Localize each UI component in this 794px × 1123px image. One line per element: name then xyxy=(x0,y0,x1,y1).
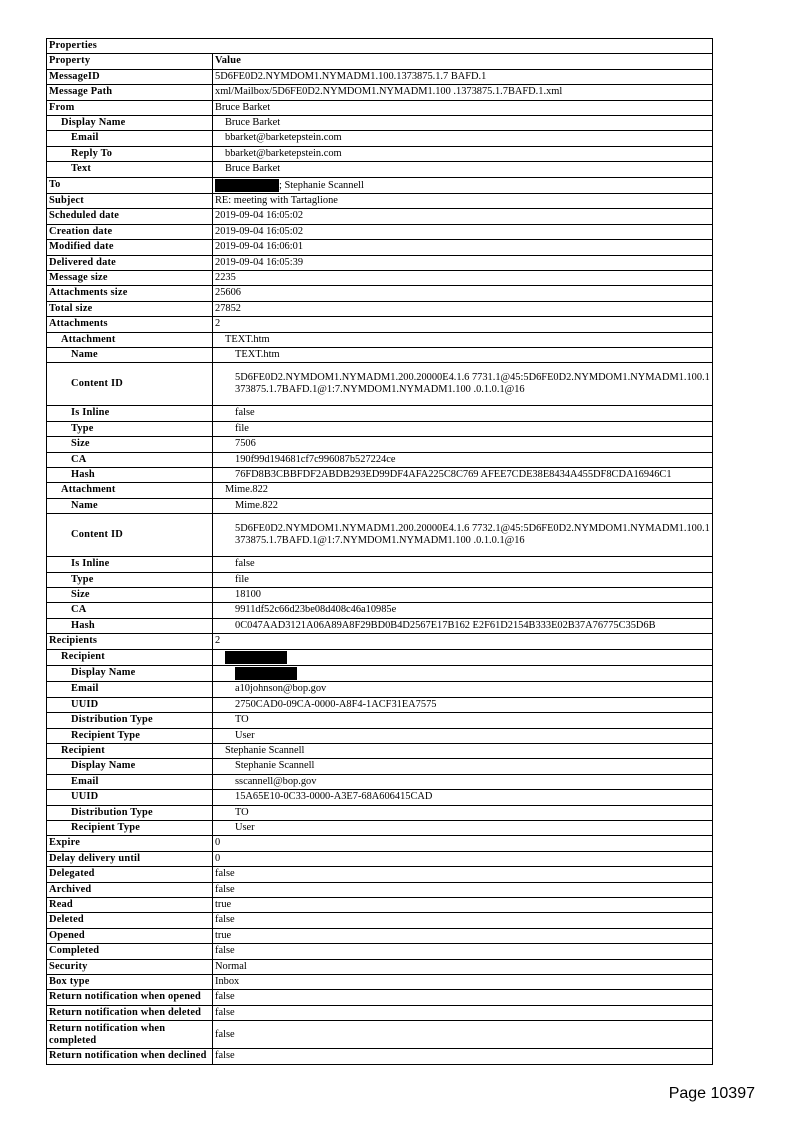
table-row xyxy=(47,634,713,649)
property-name: Content ID xyxy=(47,514,213,557)
property-name: UUID xyxy=(47,697,213,712)
property-name: Box type xyxy=(47,975,213,990)
table-row xyxy=(47,468,713,483)
property-name: Recipients xyxy=(47,634,213,649)
table-row xyxy=(47,177,713,193)
property-value: 2019-09-04 16:06:01 xyxy=(213,240,713,255)
property-name: Return notification when declined xyxy=(47,1049,213,1064)
redaction-box xyxy=(235,667,297,680)
property-value: 5D6FE0D2.NYMDOM1.NYMADM1.100.1373875.1.7 BAFD.1 xyxy=(213,69,713,84)
property-name: To xyxy=(47,177,213,193)
property-value: Mime.822 xyxy=(213,483,713,498)
property-name: Delegated xyxy=(47,867,213,882)
property-value xyxy=(213,649,713,665)
property-name: Return notification when opened xyxy=(47,990,213,1005)
property-value: TO xyxy=(213,805,713,820)
property-value: xml/Mailbox/5D6FE0D2.NYMDOM1.NYMADM1.100 .1373875.1.7BAFD.1.xml xyxy=(213,85,713,100)
property-value: false xyxy=(213,1049,713,1064)
table-row xyxy=(47,805,713,820)
property-name: Expire xyxy=(47,836,213,851)
property-value: false xyxy=(213,557,713,572)
property-name: CA xyxy=(47,452,213,467)
property-name: Recipient Type xyxy=(47,820,213,835)
property-name: From xyxy=(47,100,213,115)
property-value: bbarket@barketepstein.com xyxy=(213,146,713,161)
table-row xyxy=(47,959,713,974)
property-value: 2019-09-04 16:05:02 xyxy=(213,224,713,239)
table-row xyxy=(47,406,713,421)
property-name: CA xyxy=(47,603,213,618)
property-name: Email xyxy=(47,131,213,146)
table-row xyxy=(47,975,713,990)
property-name: Attachment xyxy=(47,332,213,347)
property-value: 190f99d194681cf7c996087b527224ce xyxy=(213,452,713,467)
property-name: Creation date xyxy=(47,224,213,239)
table-row xyxy=(47,666,713,682)
property-value: Inbox xyxy=(213,975,713,990)
table-row xyxy=(47,240,713,255)
table-row xyxy=(47,713,713,728)
table-row xyxy=(47,618,713,633)
table-row xyxy=(47,867,713,882)
property-value: false xyxy=(213,867,713,882)
property-value: 5D6FE0D2.NYMDOM1.NYMADM1.200.20000E4.1.6 7732.1@45:5D6FE0D2.NYMDOM1.NYMADM1.100.1 373875.1.7BAFD.1@1:7.NYMDOM1.NYMADM1.100 .0.1.0.1@16 xyxy=(213,514,713,557)
property-name: MessageID xyxy=(47,69,213,84)
property-value-text: ; Stephanie Scannell xyxy=(279,179,364,191)
property-name: Display Name xyxy=(47,759,213,774)
property-value: 18100 xyxy=(213,588,713,603)
property-name: Reply To xyxy=(47,146,213,161)
properties-table xyxy=(46,38,713,1065)
property-value: 2019-09-04 16:05:02 xyxy=(213,209,713,224)
table-row xyxy=(47,928,713,943)
table-row xyxy=(47,162,713,177)
property-value: file xyxy=(213,572,713,587)
page-number: Page 10397 xyxy=(668,1085,755,1102)
property-name: Modified date xyxy=(47,240,213,255)
property-name: Return notification when deleted xyxy=(47,1005,213,1020)
property-name: Message Path xyxy=(47,85,213,100)
property-name: Hash xyxy=(47,618,213,633)
property-value: User xyxy=(213,728,713,743)
table-row xyxy=(47,913,713,928)
property-name: Scheduled date xyxy=(47,209,213,224)
property-value: Mime.822 xyxy=(213,498,713,513)
property-value: 9911df52c66d23be08d408c46a10985e xyxy=(213,603,713,618)
table-row xyxy=(47,514,713,557)
property-name: Distribution Type xyxy=(47,713,213,728)
property-value: false xyxy=(213,1005,713,1020)
table-row xyxy=(47,697,713,712)
table-row xyxy=(47,498,713,513)
property-value: 5D6FE0D2.NYMDOM1.NYMADM1.200.20000E4.1.6 7731.1@45:5D6FE0D2.NYMDOM1.NYMADM1.100.1 373875.1.7BAFD.1@1:7.NYMDOM1.NYMADM1.100 .0.1.0.1@16 xyxy=(213,363,713,406)
table-row xyxy=(47,743,713,758)
property-value: false xyxy=(213,406,713,421)
table-row xyxy=(47,557,713,572)
property-name: Distribution Type xyxy=(47,805,213,820)
table-row xyxy=(47,348,713,363)
table-row xyxy=(47,286,713,301)
property-value: 2 xyxy=(213,634,713,649)
property-name: Archived xyxy=(47,882,213,897)
table-row xyxy=(47,146,713,161)
table-caption-row xyxy=(47,39,713,54)
property-value: TO xyxy=(213,713,713,728)
table-row xyxy=(47,851,713,866)
property-name: Name xyxy=(47,348,213,363)
property-name: Security xyxy=(47,959,213,974)
table-row xyxy=(47,572,713,587)
table-row xyxy=(47,728,713,743)
table-row xyxy=(47,131,713,146)
property-value: false xyxy=(213,1021,713,1049)
table-row xyxy=(47,270,713,285)
property-value: 2750CAD0-09CA-0000-A8F4-1ACF31EA7575 xyxy=(213,697,713,712)
property-name: Is Inline xyxy=(47,406,213,421)
property-value: Stephanie Scannell xyxy=(213,759,713,774)
property-name: Message size xyxy=(47,270,213,285)
property-name: Return notification when completed xyxy=(47,1021,213,1049)
property-value: 0 xyxy=(213,836,713,851)
property-name: Attachments size xyxy=(47,286,213,301)
table-row xyxy=(47,85,713,100)
property-value: a10johnson@bop.gov xyxy=(213,682,713,697)
property-name: Type xyxy=(47,572,213,587)
property-value xyxy=(213,666,713,682)
column-header-property: Property xyxy=(47,54,213,69)
table-row xyxy=(47,588,713,603)
table-row xyxy=(47,790,713,805)
property-name: Size xyxy=(47,437,213,452)
property-value: 2 xyxy=(213,317,713,332)
table-row xyxy=(47,820,713,835)
property-value: Bruce Barket xyxy=(213,116,713,131)
property-name: Recipient Type xyxy=(47,728,213,743)
table-row xyxy=(47,1005,713,1020)
property-value: false xyxy=(213,882,713,897)
property-value: 15A65E10-0C33-0000-A3E7-68A606415CAD xyxy=(213,790,713,805)
column-header-value: Value xyxy=(213,54,713,69)
table-caption: Properties xyxy=(47,39,713,54)
property-name: Attachments xyxy=(47,317,213,332)
table-row xyxy=(47,483,713,498)
property-value: TEXT.htm xyxy=(213,332,713,347)
property-value: 25606 xyxy=(213,286,713,301)
property-name: Is Inline xyxy=(47,557,213,572)
property-value: false xyxy=(213,913,713,928)
property-name: Size xyxy=(47,588,213,603)
property-value: User xyxy=(213,820,713,835)
table-row xyxy=(47,317,713,332)
property-name: Display Name xyxy=(47,116,213,131)
table-row xyxy=(47,944,713,959)
property-value: TEXT.htm xyxy=(213,348,713,363)
table-row xyxy=(47,759,713,774)
table-row xyxy=(47,116,713,131)
table-row xyxy=(47,990,713,1005)
property-name: Email xyxy=(47,682,213,697)
property-name: Recipient xyxy=(47,743,213,758)
property-value: 7506 xyxy=(213,437,713,452)
table-row xyxy=(47,421,713,436)
table-row xyxy=(47,209,713,224)
property-value: file xyxy=(213,421,713,436)
property-name: Content ID xyxy=(47,363,213,406)
property-name: Delay delivery until xyxy=(47,851,213,866)
property-value: Bruce Barket xyxy=(213,100,713,115)
table-row xyxy=(47,1021,713,1049)
property-name: Attachment xyxy=(47,483,213,498)
property-name: Deleted xyxy=(47,913,213,928)
property-name: UUID xyxy=(47,790,213,805)
property-name: Completed xyxy=(47,944,213,959)
table-row xyxy=(47,774,713,789)
table-row xyxy=(47,649,713,665)
table-row xyxy=(47,100,713,115)
table-row xyxy=(47,1049,713,1064)
property-value: RE: meeting with Tartaglione xyxy=(213,193,713,208)
property-name: Recipient xyxy=(47,649,213,665)
property-value: Stephanie Scannell xyxy=(213,743,713,758)
table-row xyxy=(47,255,713,270)
property-value: false xyxy=(213,944,713,959)
table-row xyxy=(47,69,713,84)
table-row xyxy=(47,224,713,239)
property-name: Delivered date xyxy=(47,255,213,270)
table-row xyxy=(47,836,713,851)
table-row xyxy=(47,363,713,406)
property-value: 0C047AAD3121A06A89A8F29BD0B4D2567E17B162 E2F61D2154B333E02B37A76775C35D6B xyxy=(213,618,713,633)
table-header-row xyxy=(47,54,713,69)
property-name: Name xyxy=(47,498,213,513)
property-value xyxy=(213,177,713,193)
redaction-box xyxy=(215,179,279,192)
property-value: true xyxy=(213,897,713,912)
property-name: Text xyxy=(47,162,213,177)
property-value: Normal xyxy=(213,959,713,974)
property-name: Type xyxy=(47,421,213,436)
redaction-box xyxy=(225,651,287,664)
property-name: Display Name xyxy=(47,666,213,682)
property-name: Total size xyxy=(47,301,213,316)
property-name: Hash xyxy=(47,468,213,483)
property-value: 27852 xyxy=(213,301,713,316)
table-row xyxy=(47,437,713,452)
property-value: 2235 xyxy=(213,270,713,285)
property-name: Email xyxy=(47,774,213,789)
table-row xyxy=(47,193,713,208)
table-row xyxy=(47,682,713,697)
table-row xyxy=(47,897,713,912)
property-name: Read xyxy=(47,897,213,912)
property-value: Bruce Barket xyxy=(213,162,713,177)
property-value: bbarket@barketepstein.com xyxy=(213,131,713,146)
property-value: sscannell@bop.gov xyxy=(213,774,713,789)
property-name: Opened xyxy=(47,928,213,943)
property-value: true xyxy=(213,928,713,943)
table-row xyxy=(47,332,713,347)
property-name: Subject xyxy=(47,193,213,208)
property-value: 76FD8B3CBBFDF2ABDB293ED99DF4AFA225C8C769 AFEE7CDE38E8434A455DF8CDA16946C1 xyxy=(213,468,713,483)
property-value: false xyxy=(213,990,713,1005)
property-value: 2019-09-04 16:05:39 xyxy=(213,255,713,270)
property-value: 0 xyxy=(213,851,713,866)
table-row xyxy=(47,882,713,897)
table-row xyxy=(47,603,713,618)
table-row xyxy=(47,452,713,467)
table-row xyxy=(47,301,713,316)
